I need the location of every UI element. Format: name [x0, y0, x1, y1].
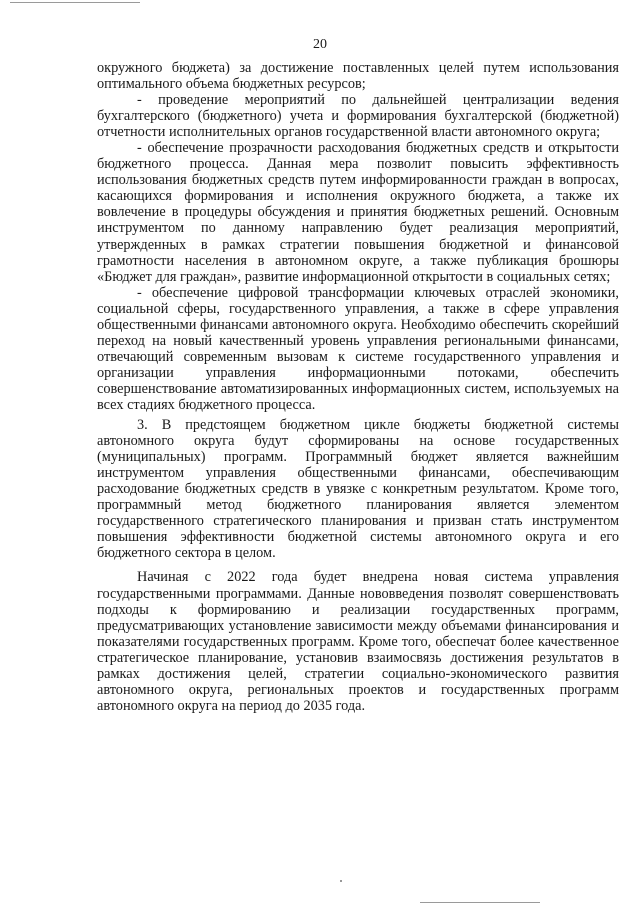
paragraph-bullet-transparency: - обеспечение прозрачности расходования бюджетных средств и открытости бюджетного процесса. Данная мера позволит повысить эффективность использования бюджетных средств путем информированности граждан в вопросах, касающихся формирования и исполнения окружного бюджета, а также их вовлечение в процедуры обсуждения и принятия бюджетных решений. Основным инструментом по данному направлению будет реализация мероприятий, утвержденных в рамках стратегии повышения бюджетной и финансовой грамотности населения в автономном округе, а также публикация брошюры «Бюджет для граждан», развитие информационной открытости в социальных сетях;: [97, 140, 619, 285]
paragraph-new-system: Начиная с 2022 года будет внедрена новая система управления государственными программами. Данные нововведения позволят совершенствовать подходы к формированию и реализации государственных программ, предусматривающих установление зависимости между объемами финансирования и показателями государственных программ. Кроме того, обеспечат более качественное стратегическое планирование, установив взаимосвязь достижения результатов в рамках достижения целей, стратегии социально-экономического развития автономного округа, региональных проектов и государственных программ автономного округа на период до 2035 года.: [97, 569, 619, 714]
paragraph-continuation: окружного бюджета) за достижение поставленных целей путем использования оптимального объема бюджетных ресурсов;: [97, 60, 619, 93]
paragraph-bullet-digital: - обеспечение цифровой трансформации ключевых отраслей экономики, социальной сферы, государственного управления, а также в сфере управления общественными финансами автономного округа. Необходимо обеспечить скорейший переход на новый качественный уровень управления региональными финансами, отвечающий современным вызовам к системе государственного управления и организации управления информационными потоками, обеспечить совершенствование автоматизированных информационных систем, используемых на всех стадиях бюджетного процесса.: [97, 284, 619, 413]
scan-artifact-bottom: [420, 902, 540, 903]
scan-artifact-top-left: [10, 2, 140, 3]
scan-artifact-dot: [340, 880, 342, 882]
paragraph-bullet-accounting: - проведение мероприятий по дальнейшей централизации ведения бухгалтерского (бюджетного) учета и формирования бухгалтерской (бюджетной) отчетности исполнительных органов государственной власти автономного округа;: [97, 92, 619, 141]
paragraph-program-budget: 3. В предстоящем бюджетном цикле бюджеты бюджетной системы автономного округа будут сформированы на основе государственных (муниципальных) программ. Программный бюджет является важнейшим инструментом управления общественными финансами, обеспечивающим расходование бюджетных средств в увязке с конкретным результатом. Кроме того, программный метод бюджетного планирования является элементом государственного стратегического планирования и призван стать инструментом повышения эффективности бюджетной системы автономного округа и его бюджетного сектора в целом.: [97, 417, 619, 562]
page-number: 20: [313, 37, 327, 52]
document-body: [97, 60, 619, 714]
